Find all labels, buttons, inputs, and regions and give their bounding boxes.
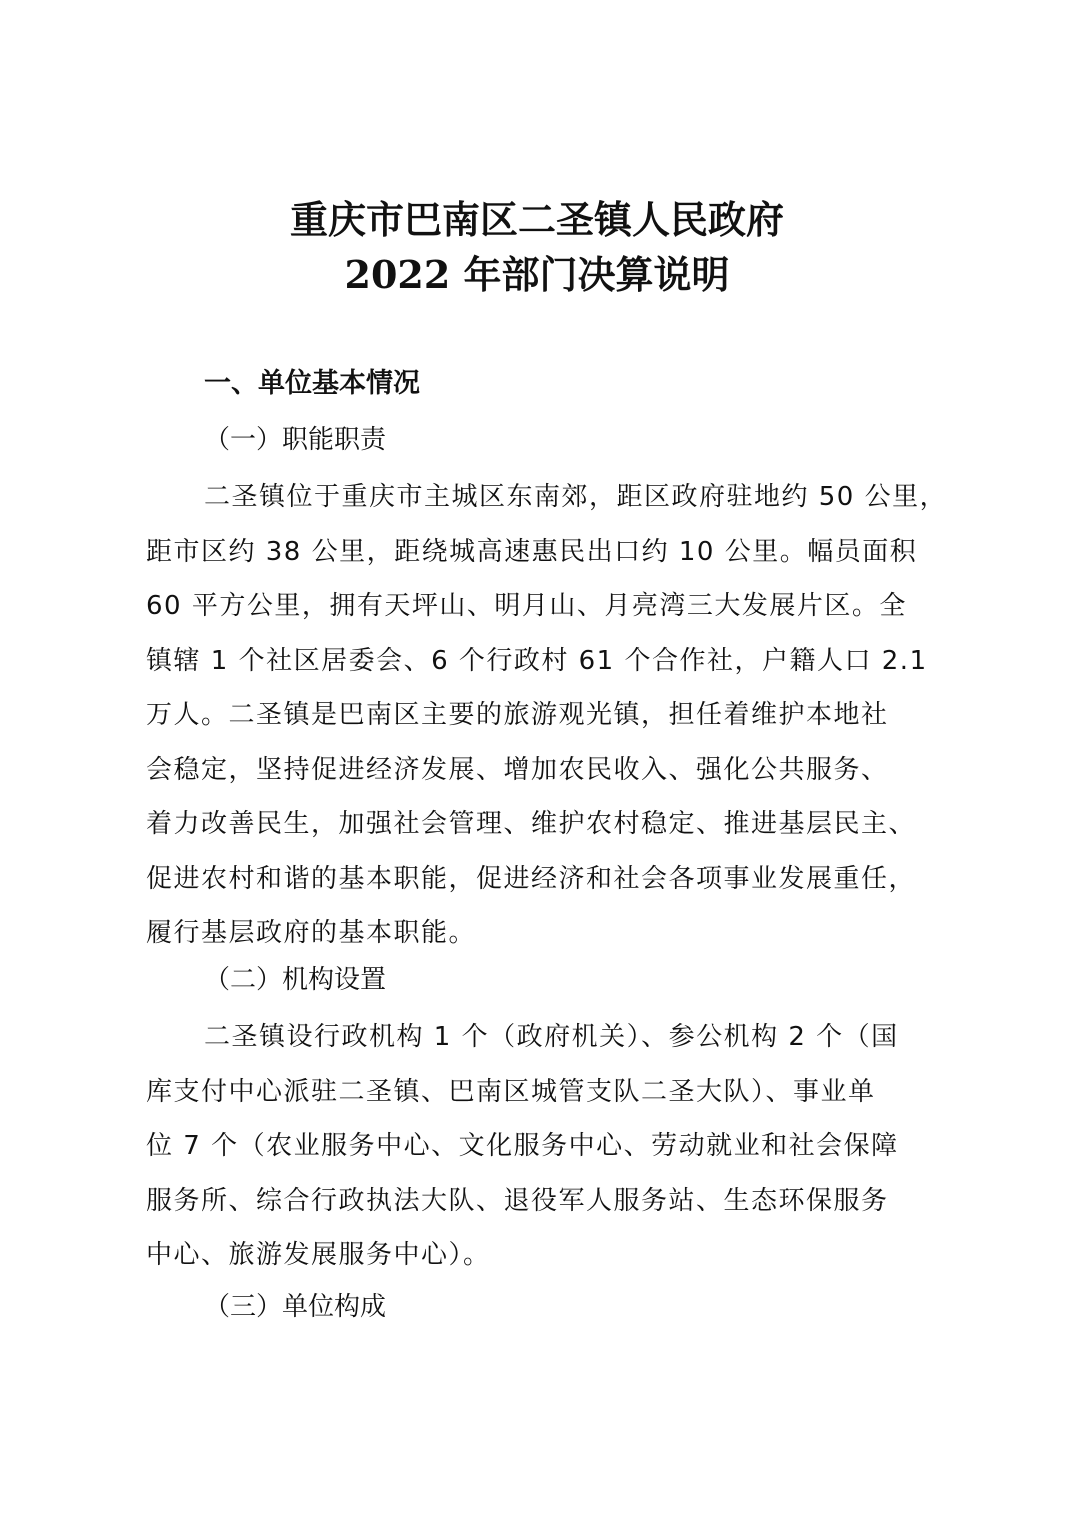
paragraph-line: 着力改善民生，加强社会管理、维护农村稳定、推进基层民主、 (146, 809, 917, 839)
paragraph-line: 万人。二圣镇是巴南区主要的旅游观光镇，担任着维护本地社 (146, 700, 889, 730)
paragraph-duties (146, 470, 946, 961)
section-heading-basic-info: 一、单位基本情况 (204, 368, 420, 399)
paragraph-line: 距市区约 38 公里，距绕城高速惠民出口约 10 公里。幅员面积 (146, 536, 918, 567)
paragraph-organization (146, 1010, 946, 1283)
subsection-heading-organization: （二）机构设置 (204, 965, 387, 995)
paragraph-line: 促进农村和谐的基本职能，促进经济和社会各项事业发展重任， (146, 863, 917, 894)
paragraph-line: 二圣镇设行政机构 1 个（政府机关）、参公机构 2 个（国 (204, 1022, 899, 1052)
paragraph-line: 库支付中心派驻二圣镇、巴南区城管支队二圣大队）、事业单 (146, 1076, 876, 1107)
paragraph-line: 60 平方公里，拥有天坪山、明月山、月亮湾三大发展片区。全 (146, 591, 907, 621)
paragraph-line: 二圣镇位于重庆市主城区东南郊，距区政府驻地约 50 公里， (204, 482, 948, 512)
document-title-line1: 重庆市巴南区二圣镇人民政府 (289, 197, 784, 242)
subsection-heading-duties: （一）职能职责 (204, 425, 387, 455)
paragraph-line: 镇辖 1 个社区居委会、6 个行政村 61 个合作社，户籍人口 2.1 (146, 645, 928, 676)
paragraph-line: 会稳定，坚持促进经济发展、增加农民收入、强化公共服务、 (146, 754, 889, 785)
document-title-line2: 2022 年部门决算说明 (344, 252, 730, 297)
paragraph-line: 中心、旅游发展服务中心）。 (146, 1240, 491, 1270)
paragraph-line: 位 7 个（农业服务中心、文化服务中心、劳动就业和社会保障 (146, 1131, 899, 1161)
paragraph-line: 履行基层政府的基本职能。 (146, 918, 477, 948)
subsection-heading-composition: （三）单位构成 (204, 1292, 387, 1322)
paragraph-line: 服务所、综合行政执法大队、退役军人服务站、生态环保服务 (146, 1185, 889, 1216)
